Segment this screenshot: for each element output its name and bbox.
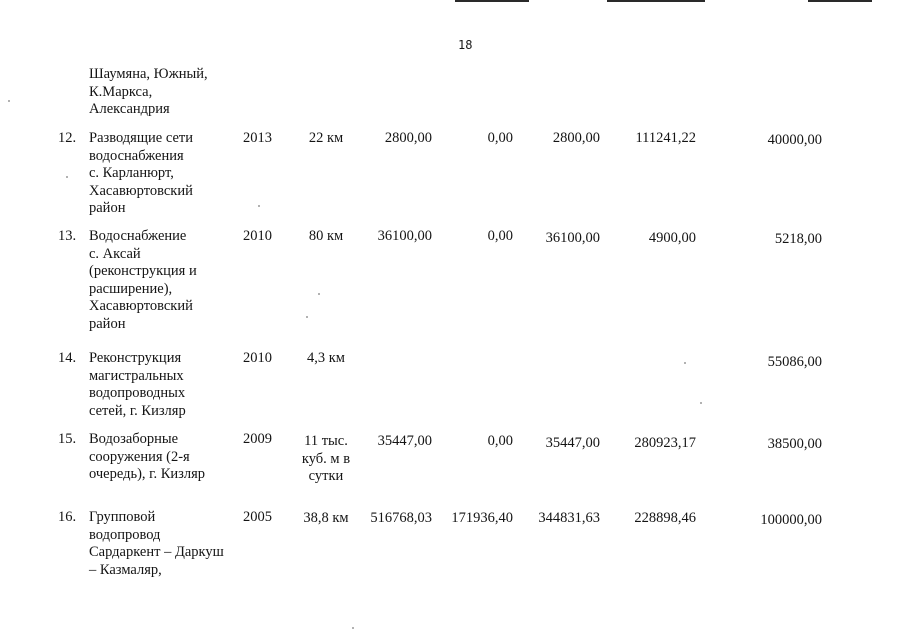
scan-speck <box>684 362 686 364</box>
year-cell: 2013 <box>243 130 272 146</box>
value-cell: 2800,00 <box>384 130 432 146</box>
object-name: Водозаборные сооружения (2-я очередь), г. Кизляр <box>89 431 206 482</box>
scan-speck <box>8 100 10 102</box>
value-cell: 0,00 <box>487 130 513 146</box>
value-cell: 55086,00 <box>767 354 822 370</box>
year-cell: 2010 <box>243 350 272 366</box>
row-number: 15. <box>58 431 77 447</box>
value-cell: 228898,46 <box>634 510 696 526</box>
value-cell: 4900,00 <box>648 230 696 246</box>
capacity-cell: 38,8 км <box>303 510 349 526</box>
capacity-cell: 11 тыс. куб. м в сутки <box>301 433 351 484</box>
value-cell: 5218,00 <box>774 231 822 247</box>
page-number: 18 <box>458 38 473 52</box>
scan-speck <box>352 627 354 629</box>
scan-speck <box>700 402 702 404</box>
scan-rule <box>808 0 872 2</box>
object-name: Групповой водопровод Сардаркент – Даркуш – Казмаляр, <box>89 509 224 578</box>
capacity-cell: 4,3 км <box>307 350 345 366</box>
capacity-cell: 22 км <box>308 130 344 146</box>
year-cell: 2009 <box>243 431 272 447</box>
value-cell: 2800,00 <box>552 130 600 146</box>
object-name: Разводящие сети водоснабжения с. Карланюрт, Хасавюртовский район <box>89 130 193 216</box>
value-cell: 0,00 <box>487 433 513 449</box>
scan-speck <box>318 293 320 295</box>
continuation-text: Шаумяна, Южный, К.Маркса, Александрия <box>89 66 208 117</box>
scan-speck <box>306 316 308 318</box>
value-cell: 344831,63 <box>538 510 600 526</box>
value-cell: 38500,00 <box>767 436 822 452</box>
value-cell: 0,00 <box>487 228 513 244</box>
value-cell: 171936,40 <box>451 510 513 526</box>
object-name: Реконструкция магистральных водопроводных сетей, г. Кизляр <box>89 350 186 419</box>
value-cell: 40000,00 <box>767 132 822 148</box>
year-cell: 2010 <box>243 228 272 244</box>
value-cell: 516768,03 <box>370 510 432 526</box>
value-cell: 111241,22 <box>635 130 696 146</box>
row-number: 12. <box>58 130 77 146</box>
scan-rule <box>607 0 705 2</box>
row-number: 14. <box>58 350 77 366</box>
scan-speck <box>258 205 260 207</box>
value-cell: 36100,00 <box>377 228 432 244</box>
value-cell: 35447,00 <box>377 433 432 449</box>
scan-rule <box>455 0 529 2</box>
object-name: Водоснабжение с. Аксай (реконструкция и расширение), Хасавюртовский район <box>89 228 197 332</box>
value-cell: 100000,00 <box>760 512 822 528</box>
row-number: 16. <box>58 509 77 525</box>
capacity-cell: 80 км <box>308 228 344 244</box>
year-cell: 2005 <box>243 509 272 525</box>
value-cell: 36100,00 <box>545 230 600 246</box>
value-cell: 280923,17 <box>634 435 696 451</box>
value-cell: 35447,00 <box>545 435 600 451</box>
scan-speck <box>66 176 68 178</box>
row-number: 13. <box>58 228 77 244</box>
